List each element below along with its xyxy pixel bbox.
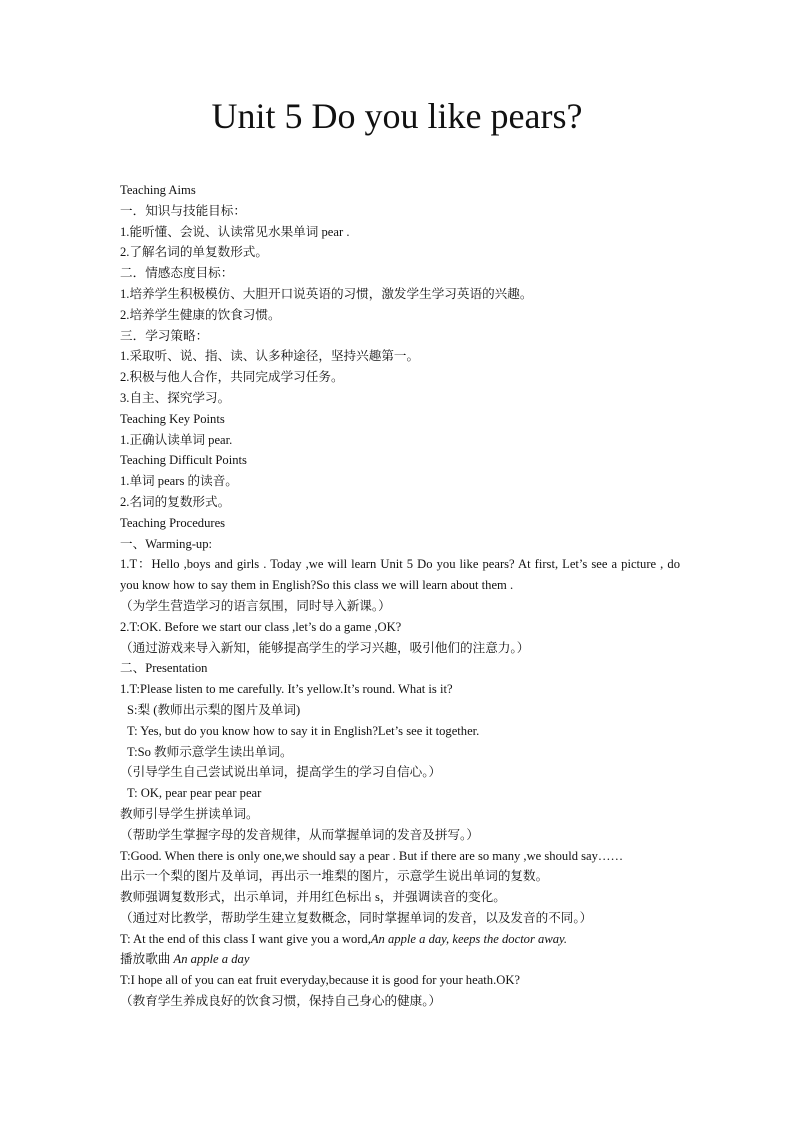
sub-heading-learning-strategy: 三．学习策略： — [120, 328, 209, 343]
sub-heading-warming-up: 一、Warming-up: — [120, 536, 213, 551]
section-heading-procedures: Teaching Procedures — [120, 515, 226, 530]
paragraph-line: 1.培养学生积极模仿、大胆开口说英语的习惯，激发学生学习英语的兴趣。 — [120, 286, 533, 301]
proverb-italic: An apple a day, keeps the doctor away. — [370, 931, 568, 946]
paragraph-line: 教师引导学生拼读单词。 — [120, 806, 259, 821]
paragraph-note: （通过对比教学，帮助学生建立复数概念，同时掌握单词的发音，以及发音的不同。） — [120, 910, 593, 925]
paragraph-line: S:梨 (教师出示梨的图片及单词) — [127, 702, 301, 717]
paragraph-line: T:I hope all of you can eat fruit everyday,because it is good for your heath.OK? — [120, 973, 521, 988]
section-heading-key-points: Teaching Key Points — [120, 411, 225, 426]
paragraph-line: 1.T：Hello ,boys and girls . Today ,we will learn Unit 5 Do you like pears? At first, Let’s see a picture , do you know how to say them in English?So this class we will learn about them . — [120, 557, 680, 593]
paragraph-line: T: OK, pear pear pear pear — [127, 786, 262, 801]
paragraph-line: 2.T:OK. Before we start our class ,let’s do a game ,OK? — [120, 619, 402, 634]
sub-heading-emotion-attitude: 二．情感态度目标： — [120, 266, 234, 281]
paragraph-line: 2.培养学生健康的饮食习惯。 — [120, 307, 281, 322]
paragraph-line — [120, 929, 680, 950]
paragraph-line: 1.T:Please listen to me carefully. It’s yellow.It’s round. What is it? — [120, 682, 453, 697]
paragraph-line — [120, 949, 680, 970]
paragraph-line: 1.单词 pears 的读音。 — [120, 474, 238, 489]
paragraph-note: （通过游戏来导入新知，能够提高学生的学习兴趣，吸引他们的注意力。） — [120, 640, 530, 655]
sub-heading-presentation: 二、Presentation — [120, 661, 208, 676]
section-heading-difficult-points: Teaching Difficult Points — [120, 453, 247, 468]
paragraph-line: 2.积极与他人合作，共同完成学习任务。 — [120, 370, 344, 385]
paragraph-line: 1.能听懂、会说、认读常见水果单词 pear . — [120, 224, 350, 239]
paragraph-line: T:Good. When there is only one,we should say a pear . But if there are so many ,we should say…… — [120, 848, 624, 863]
sub-heading-knowledge-skills: 一．知识与技能目标： — [120, 203, 246, 218]
paragraph-line: 3.自主、探究学习。 — [120, 390, 231, 405]
paragraph-note: （帮助学生掌握字母的发音规律，从而掌握单词的发音及拼写。） — [120, 827, 479, 842]
document-body — [120, 180, 680, 1012]
paragraph-note: （引导学生自己尝试说出单词，提高学生的学习自信心。） — [120, 765, 442, 780]
paragraph-line: 1.采取听、说、指、读、认多种途径，坚持兴趣第一。 — [120, 349, 420, 364]
document-title: Unit 5 Do you like pears? — [211, 96, 583, 136]
paragraph-line: 教师强调复数形式，出示单词，并用红色标出 s，并强调读音的变化。 — [120, 890, 506, 905]
paragraph-line: 1.正确认读单词 pear. — [120, 432, 233, 447]
paragraph-line: 2.名词的复数形式。 — [120, 494, 231, 509]
paragraph-line: T:So 教师示意学生读出单词。 — [127, 744, 293, 759]
song-title-italic: An apple a day — [173, 952, 250, 967]
section-heading-teaching-aims: Teaching Aims — [120, 183, 196, 197]
paragraph-note: （教育学生养成良好的饮食习惯，保持自己身心的健康。） — [120, 994, 442, 1009]
paragraph-line: 2.了解名词的单复数形式。 — [120, 245, 268, 260]
paragraph-note: （为学生营造学习的语言氛围，同时导入新课。） — [120, 598, 391, 613]
text-run: T: At the end of this class I want give you a word, — [120, 931, 371, 946]
paragraph-line: 出示一个梨的图片及单词，再出示一堆梨的图片，示意学生说出单词的复数。 — [120, 869, 549, 884]
text-run: 播放歌曲 — [120, 952, 174, 967]
paragraph-line: T: Yes, but do you know how to say it in English?Let’s see it together. — [127, 723, 480, 738]
